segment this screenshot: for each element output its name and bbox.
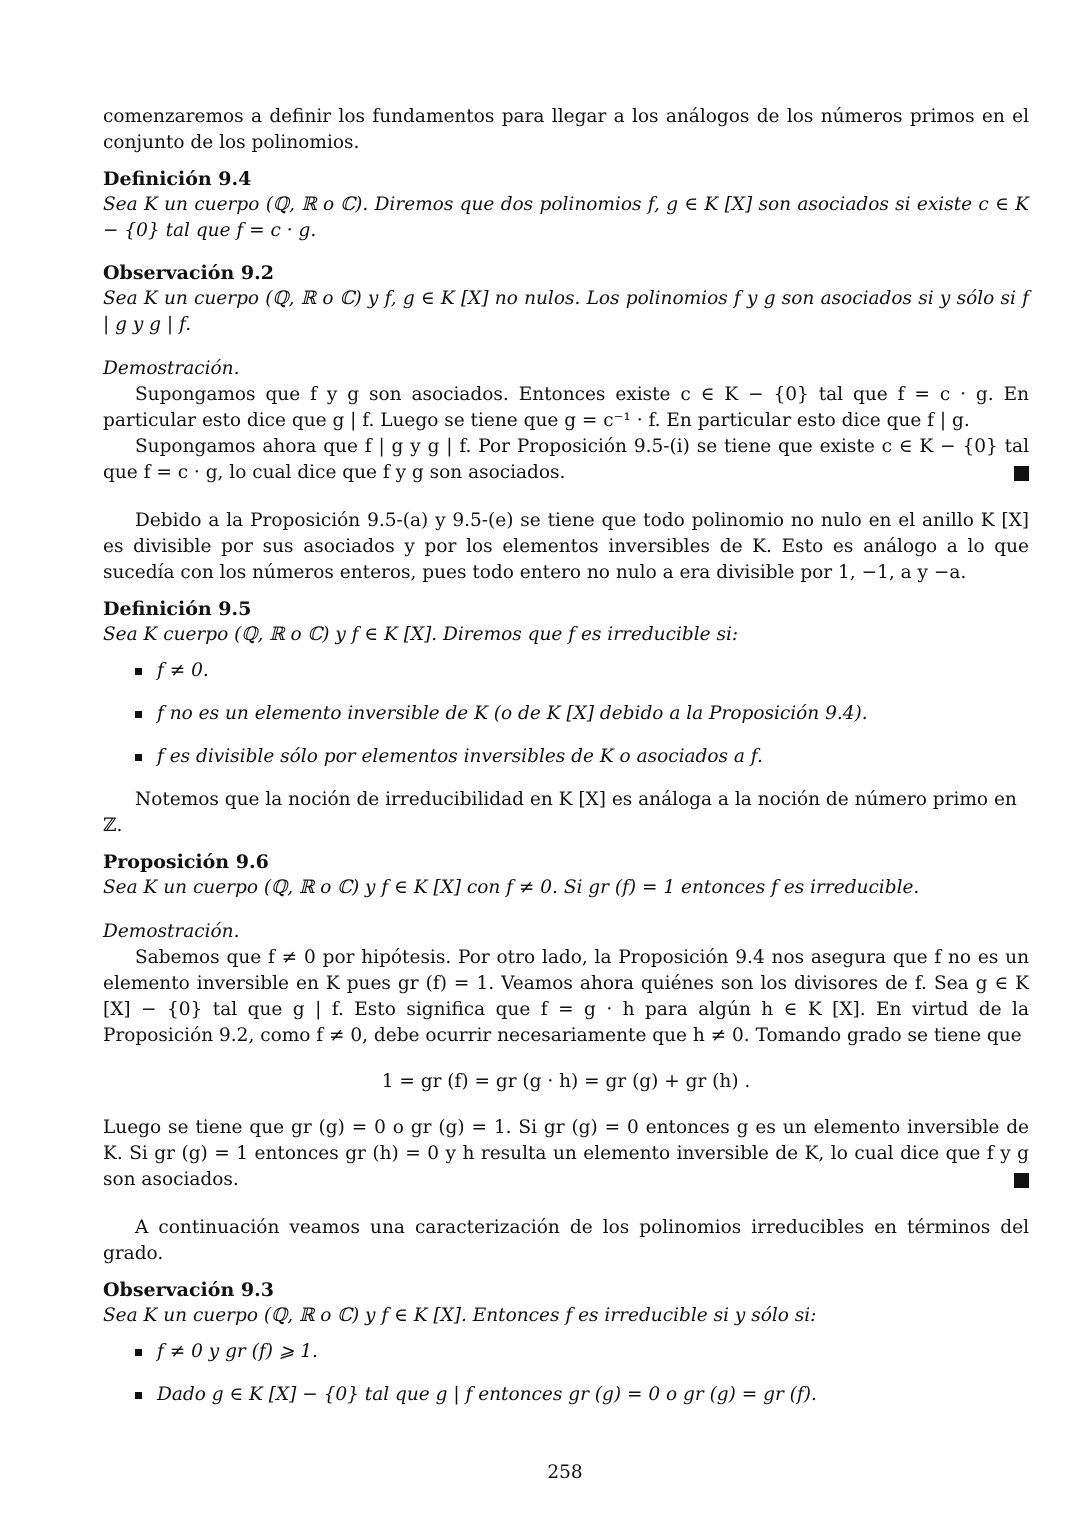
observation-9-2 (103, 260, 1029, 338)
proof-label: Demostración. (103, 921, 240, 942)
list-item (103, 744, 1029, 770)
proof-paragraph: Supongamos que f y g son asociados. Entonces existe c ∈ K − {0} tal que f = c · g. En particular esto dice que g | f. Luego se tiene que g = c⁻¹ · f. En particular esto dice que f | g. (103, 384, 1029, 431)
proof-paragraph: Sabemos que f ≠ 0 por hipótesis. Por otro lado, la Proposición 9.4 nos asegura que f no es un elemento inversible en K pues gr (f) = 1. Veamos ahora quiénes son los divisores de f. Sea g ∈ K [X] − {0} tal que g | f. Esto significa que f = g · h para algún h ∈ K [X]. En virtud de la Proposición 9.2, como f ≠ 0, debe ocurrir necesariamente que h ≠ 0. Tomando grado se tiene que (103, 947, 1029, 1046)
proposition-9-6-text: Sea K un cuerpo (ℚ, ℝ o ℂ) y f ∈ K [X] con f ≠ 0. Si gr (f) = 1 entonces f es irreducible. (103, 877, 920, 898)
definition-9-5-text: Sea K cuerpo (ℚ, ℝ o ℂ) y f ∈ K [X]. Diremos que f es irreducible si: (103, 624, 739, 645)
divisible-paragraph: Debido a la Proposición 9.5-(a) y 9.5-(e) se tiene que todo polinomio no nulo en el anillo K [X] es divisible por sus asociados y por los elementos inversibles de K. Esto es análogo a lo que sucedía con los números enteros, pues todo entero no nulo a era divisible por 1, −1, a y −a. (103, 510, 1029, 583)
notemos-paragraph: Notemos que la noción de irreducibilidad en K [X] es análoga a la noción de número primo en ℤ. (103, 789, 1017, 836)
list-item-text: Dado g ∈ K [X] − {0} tal que g | f entonces gr (g) = 0 o gr (g) = gr (f). (157, 1384, 817, 1405)
list-item-text: f ≠ 0. (157, 660, 209, 681)
list-item (103, 1339, 1029, 1365)
list-item (103, 658, 1029, 684)
bullet-icon (135, 668, 142, 675)
proposition-9-6 (103, 849, 1029, 901)
observation-9-3-title: Observación 9.3 (103, 1279, 274, 1301)
observation-9-2-text: Sea K un cuerpo (ℚ, ℝ o ℂ) y f, g ∈ K [X] no nulos. Los polinomios f y g son asociados si y sólo si f | g y g | f. (103, 288, 1029, 335)
list-item (103, 701, 1029, 727)
qed-square-icon (1014, 1173, 1029, 1188)
page-body (103, 104, 1029, 1425)
continuacion-paragraph: A continuación veamos una caracterización de los polinomios irreducibles en términos del grado. (103, 1217, 1029, 1264)
bullet-icon (135, 754, 142, 761)
bullet-icon (135, 711, 142, 718)
proof-observation-9-2 (103, 356, 1029, 486)
qed-square-icon (1014, 466, 1029, 481)
list-item-text: f es divisible sólo por elementos inversibles de K o asociados a f. (157, 746, 763, 767)
proof-paragraph-end (103, 434, 1029, 486)
bullet-icon (135, 1392, 142, 1399)
definition-9-4-text: Sea K un cuerpo (ℚ, ℝ o ℂ). Diremos que dos polinomios f, g ∈ K [X] son asociados si existe c ∈ K − {0} tal que f = c · g. (103, 194, 1029, 241)
definition-9-5 (103, 596, 1029, 770)
display-equation: 1 = gr (f) = gr (g · h) = gr (g) + gr (h) . (381, 1071, 751, 1092)
proof-paragraph: Supongamos ahora que f | g y g | f. Por Proposición 9.5-(i) se tiene que existe c ∈ K − {0} tal que f = c · g, lo cual dice que f y g son asociados. (103, 436, 1029, 483)
list-item (103, 1382, 1029, 1408)
list-item-text: f ≠ 0 y gr (f) ⩾ 1. (157, 1341, 318, 1362)
definition-9-4-title: Definición 9.4 (103, 168, 252, 190)
observation-9-3-list (103, 1339, 1029, 1408)
definition-9-5-title: Definición 9.5 (103, 598, 252, 620)
observation-9-2-title: Observación 9.2 (103, 262, 274, 284)
observation-9-3 (103, 1277, 1029, 1408)
intro-paragraph: comenzaremos a definir los fundamentos para llegar a los análogos de los números primos en el conjunto de los polinomios. (103, 106, 1029, 153)
proof-paragraph: Luego se tiene que gr (g) = 0 o gr (g) = 1. Si gr (g) = 0 entonces g es un elemento inversible de K. Si gr (g) = 1 entonces gr (h) = 0 y h resulta un elemento inversible de K, lo cual dice que f y g son asociados. (103, 1117, 1029, 1190)
proposition-9-6-title: Proposición 9.6 (103, 851, 269, 873)
list-item-text: f no es un elemento inversible de K (o de K [X] debido a la Proposición 9.4). (157, 703, 868, 724)
definition-9-4 (103, 166, 1029, 244)
observation-9-3-text: Sea K un cuerpo (ℚ, ℝ o ℂ) y f ∈ K [X]. Entonces f es irreducible si y sólo si: (103, 1305, 817, 1326)
page-number: 258 (547, 1462, 583, 1483)
proof-label: Demostración. (103, 358, 240, 379)
proof-paragraph-end (103, 1115, 1029, 1193)
bullet-icon (135, 1349, 142, 1356)
definition-9-5-list (103, 658, 1029, 770)
proof-proposition-9-6 (103, 919, 1029, 1193)
